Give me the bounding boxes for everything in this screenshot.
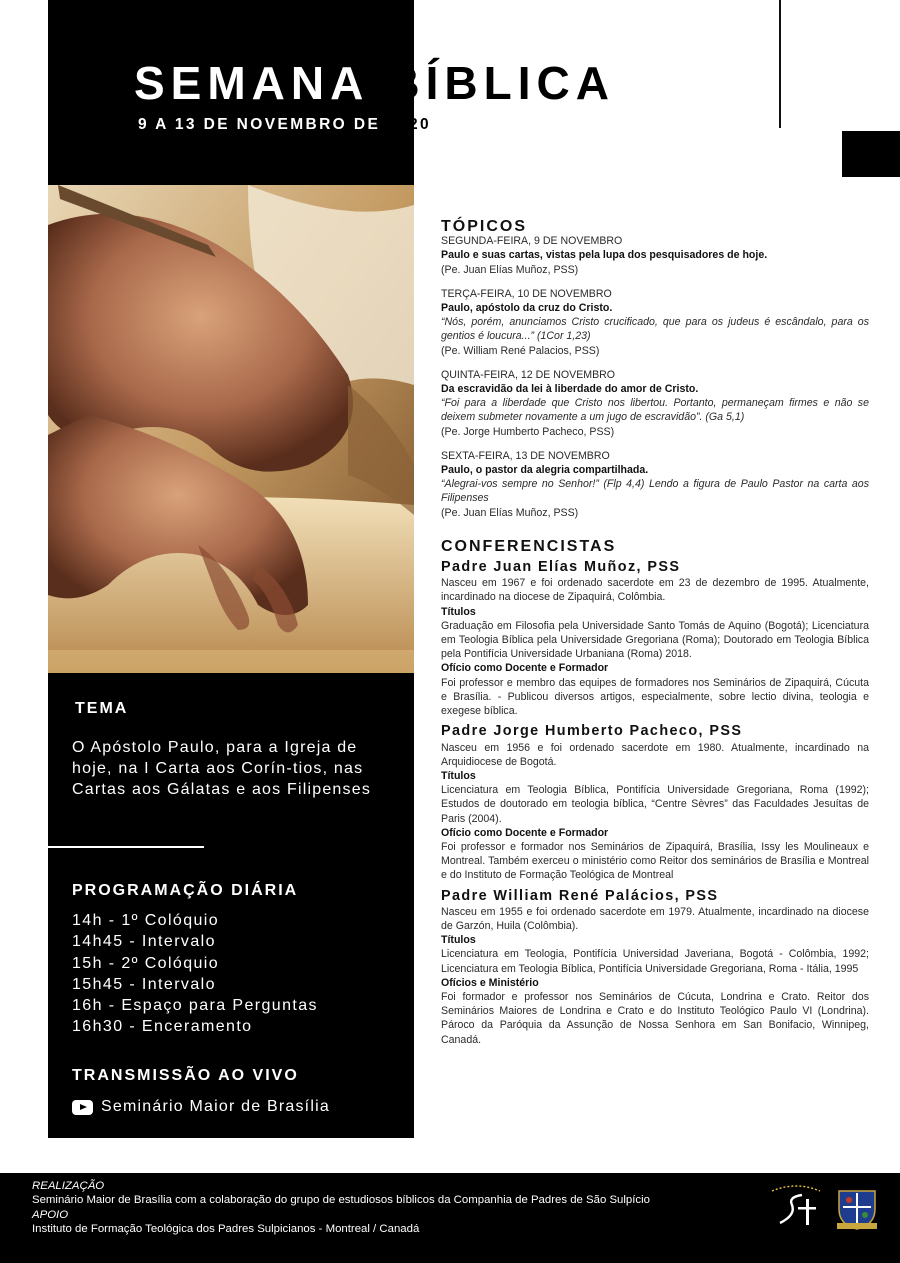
topic-speaker: (Pe. Jorge Humberto Pacheco, PSS) [441,425,615,438]
topic-day: TERÇA-FEIRA, 10 DE NOVEMBRO [441,287,612,300]
decorative-corner-block [842,131,900,177]
title-word-semana: SEMANA [134,57,368,109]
event-dates-part1: 9 A 13 DE NOVEMBRO DE [138,116,381,133]
topic-speaker: (Pe. Juan Elías Muñoz, PSS) [441,263,579,276]
footer-credits [32,1179,650,1237]
seminary-crest-icon [835,1183,879,1231]
titles-text: Graduação em Filosofia pela Universidade Santo Tomás de Aquino (Bogotá); Licenciatura em Teologia Bíblica pela Universidade Gregoriana (Roma); Doutorado em Teologia Bíblica pela Pontifícia Universidade Urbaniana (Roma) 2018. [441,619,869,661]
painting-hand-writing-image [48,185,414,673]
speaker-bio [441,560,869,718]
youtube-icon [72,1100,93,1115]
realizacao-label: REALIZAÇÃO [32,1180,105,1192]
topic-day: SEGUNDA-FEIRA, 9 DE NOVEMBRO [441,235,623,248]
speaker-name: Padre Jorge Humberto Pacheco, PSS [441,723,743,740]
topic-speaker: (Pe. William René Palacios, PSS) [441,344,600,357]
topic-quote: “Nós, porém, anunciamos Cristo crucificado, que para os judeus é escândalo, para os gentios é loucura...” (1Cor 1,23) [441,316,869,343]
programacao-heading: PROGRAMAÇÃO DIÁRIA [72,882,299,899]
titles-label: Títulos [441,769,476,782]
titles-label: Títulos [441,605,476,618]
office-label: Ofício como Docente e Formador [441,662,609,675]
speaker-intro: Nasceu em 1967 e foi ordenado sacerdote em 23 de dezembro de 1995. Atualmente, incardinado na diocese de Zipaquirá, Colômbia. [441,577,869,604]
topic-title: Da escravidão da lei à liberdade do amor de Cristo. [441,383,699,396]
office-text: Foi professor e membro das equipes de formadores nos Seminários de Zipaquirá, Cúcuta e Brasília. - Publicou diversos artigos, especialmente, sobre lectio divina, teologia e exegese bíblica. [441,676,869,718]
realizacao-text: Seminário Maior de Brasília com a colaboração do grupo de estudiosos bíblicos da Companhia de Padres de São Sulpício [32,1194,650,1207]
speaker-bio [441,724,869,882]
page-title [134,56,615,110]
topicos-heading: TÓPICOS [441,218,528,235]
event-dates [138,116,431,134]
topic-item [441,368,869,439]
speaker-name: Padre William René Palácios, PSS [441,887,719,904]
channel-name: Seminário Maior de Brasília [101,1098,330,1115]
topic-item [441,287,869,358]
topic-quote: “Foi para a liberdade que Cristo nos libertou. Portanto, permaneçam firmes e não se deixem submeter novamente a um jugo de escravidão”. (Ga 5,1) [441,397,869,424]
footer-bar [0,1173,900,1263]
office-text: Foi professor e formador nos Seminários de Zipaquirá, Brasília, Issy les Moulineaux e Montreal. Também exerceu o ministério como Reitor dos seminários de Brasília e Montreal e do Instituto de Formação Teológica de Montreal [441,840,869,882]
schedule-item: 15h45 - Intervalo [72,975,216,993]
schedule-item: 15h - 2º Colóquio [72,954,220,972]
speaker-bio [441,889,869,1047]
topic-item [441,449,869,520]
topic-day: SEXTA-FEIRA, 13 DE NOVEMBRO [441,449,610,462]
painting-illustration [48,185,414,673]
apoio-text: Instituto de Formação Teológica dos Padres Sulpicianos - Montreal / Canadá [32,1223,420,1236]
decorative-vertical-line [779,0,781,128]
topic-day: QUINTA-FEIRA, 12 DE NOVEMBRO [441,368,616,381]
sulpician-logo-icon [766,1185,826,1229]
speaker-name: Padre Juan Elías Muñoz, PSS [441,559,681,576]
topic-item [441,234,869,277]
event-dates-year: 2020 [386,116,431,133]
title-word-biblica: BÍBLICA [386,57,615,109]
office-label: Ofício como Docente e Formador [441,826,609,839]
youtube-channel-link[interactable] [72,1098,330,1116]
titles-text: Licenciatura em Teologia, Pontifícia Universidad Javeriana, Bogotá - Colômbia, 1992; Licenciatura em Teologia Bíblica, Pontifícia Universidade Gregoriana, Roma - Itália, 1995 [441,948,869,975]
schedule-item: 16h - Espaço para Perguntas [72,997,318,1015]
topic-quote: “Alegrai-vos sempre no Senhor!” (Flp 4,4) Lendo a figura de Paulo Pastor na carta aos Filipenses [441,478,869,505]
apoio-label: APOIO [32,1208,69,1221]
tema-heading: TEMA [75,700,129,717]
speaker-intro: Nasceu em 1956 e foi ordenado sacerdote em 1980. Atualmente, incardinado na Arquidiocese de Bogotá. [441,741,869,768]
transmissao-heading: TRANSMISSÃO AO VIVO [72,1067,299,1084]
schedule-item: 14h - 1º Colóquio [72,912,220,929]
divider-line [48,846,204,848]
topic-title: Paulo e suas cartas, vistas pela lupa dos pesquisadores de hoje. [441,249,768,262]
right-column-content [441,220,869,1047]
schedule-item: 16h30 - Enceramento [72,1018,253,1036]
topic-title: Paulo, apóstolo da cruz do Cristo. [441,302,613,315]
schedule-item: 14h45 - Intervalo [72,933,216,951]
titles-text: Licenciatura em Teologia Bíblica, Pontifícia Universidade Gregoriana, Roma (1992); Estudos de doutorado em teologia bíblica, “Centre Sèvres” das Faculdades Jesuítas de Paris (2004). [441,784,869,825]
titles-label: Títulos [441,934,476,947]
tema-text: O Apóstolo Paulo, para a Igreja de hoje, na I Carta aos Corín-tios, nas Cartas aos Gálatas e aos Filipenses [72,739,372,798]
schedule-list [72,910,318,1038]
conferencistas-heading: CONFERENCISTAS [441,537,617,555]
topic-title: Paulo, o pastor da alegria compartilhada. [441,464,649,477]
office-label: Ofícios e Ministério [441,976,539,989]
office-text: Foi formador e professor nos Seminários de Cúcuta, Londrina e Crato. Reitor dos Seminários Maiores de Londrina e Crato e do Instituto Teológico Paulo VI (Londrina). Pároco da Paróquia da Assunção de Nossa Senhora em San Bonifacio, Winnipeg, Canadá. [441,990,869,1046]
speaker-intro: Nasceu em 1955 e foi ordenado sacerdote em 1979. Atualmente, incardinado na diocese de Garzón, Huila (Colômbia). [441,905,869,932]
topic-speaker: (Pe. Juan Elías Muñoz, PSS) [441,506,579,519]
